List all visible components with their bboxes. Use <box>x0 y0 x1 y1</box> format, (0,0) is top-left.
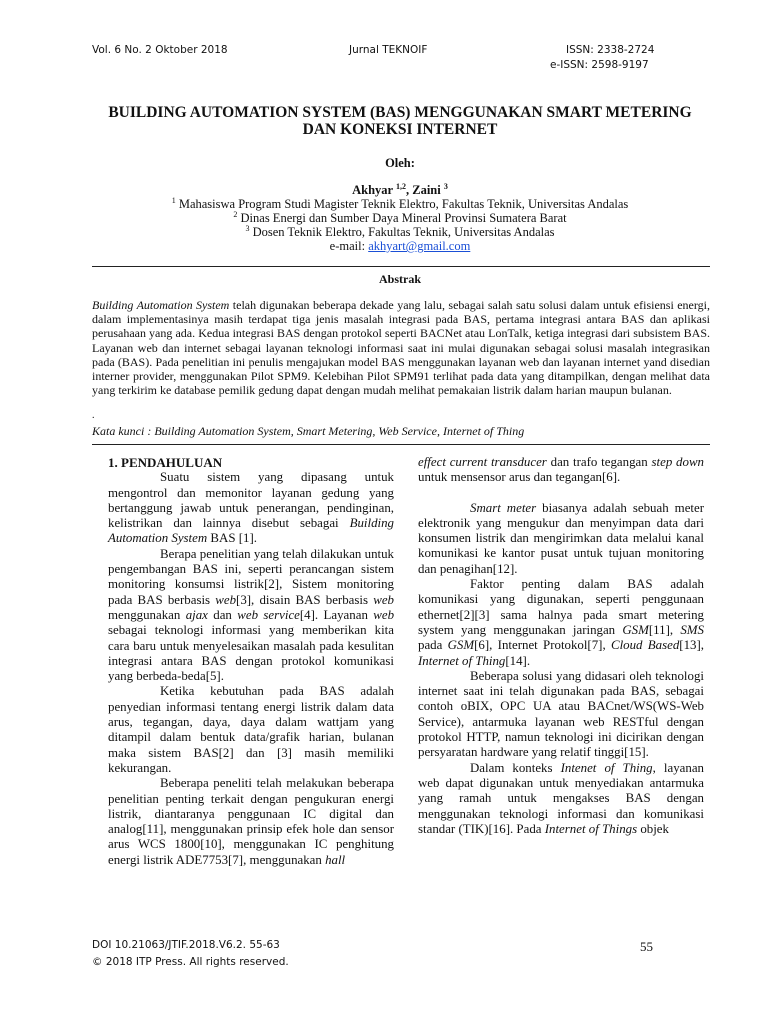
text-run: dan <box>207 607 238 622</box>
section-heading: 1. PENDAHULUAN <box>108 455 223 470</box>
affiliation-3-text: Dosen Teknik Elektro, Fakultas Teknik, Universitas Andalas <box>249 225 555 239</box>
affiliation-1 <box>90 197 710 211</box>
text-run: BAS [1]. <box>207 531 257 546</box>
text-run: Suatu sistem yang dipasang untuk mengontrol dan memonitor layanan gedung yang bertanggung jawab untuk penerangan, pendinginan, kelistrikan dan lainnya disebut sebagai <box>108 470 394 531</box>
left-paragraph-2 <box>108 547 394 685</box>
text-run: Cloud Based <box>610 638 680 653</box>
text-run: Internet of Things <box>544 821 638 836</box>
text-run: web <box>373 592 394 607</box>
paper-title <box>80 104 720 138</box>
text-run: Smart meter <box>470 500 537 515</box>
affiliation-2-sup: 2 <box>233 209 238 219</box>
text-run: GSM <box>447 638 475 653</box>
right-column <box>418 455 704 837</box>
authors <box>90 183 710 197</box>
affiliation-2-text: Dinas Energi dan Sumber Daya Mineral Provinsi Sumatera Barat <box>237 211 567 225</box>
text-run: [6], Internet Protokol[7], <box>474 638 611 653</box>
email-label: e-mail: <box>329 239 369 253</box>
text-run: biasanya adalah sebuah meter elektronik yang mengukur dan menyimpan data dari konsumen listrik dan mengirimkan data melalui kanal komunikasi ke kantor pusat untuk tujuan monitoring dan penagihan[12]. <box>418 500 705 576</box>
right-paragraph-2 <box>418 501 704 577</box>
journal-name: Jurnal TEKNOIF <box>349 44 428 56</box>
text-run: step down <box>651 455 704 469</box>
author-1-affil: 1,2 <box>396 181 406 191</box>
text-run: sebagai teknologi informasi yang memberikan kita cara baru untuk menyelesaikan masalah pada kesulitan integrasi antara BAS dengan protokol komunikasi yang berbeda-beda[5]. <box>108 623 394 684</box>
top-rule <box>92 266 710 267</box>
text-run: web <box>215 592 237 607</box>
title-line-2: DAN KONEKSI INTERNET <box>302 121 498 138</box>
text-run: Intenet of Thing <box>560 760 653 775</box>
keywords: Kata kunci : Building Automation System, Smart Metering, Web Service, Internet of Thing <box>92 424 525 438</box>
volume-info: Vol. 6 No. 2 Oktober 2018 <box>92 44 228 56</box>
text-run: ajax <box>185 607 208 622</box>
author-1: Akhyar <box>352 183 396 197</box>
copyright: © 2018 ITP Press. All rights reserved. <box>92 956 289 968</box>
abstract-lead: Building Automation System <box>92 298 230 312</box>
abstract-body <box>92 298 710 397</box>
eissn: e-ISSN: 2598-9197 <box>550 59 649 71</box>
text-run: [11], <box>648 622 681 637</box>
affiliation-2 <box>90 211 710 225</box>
email-link[interactable]: akhyart@gmail.com <box>368 239 471 253</box>
author-2: Zaini <box>412 183 444 197</box>
text-run: , layanan web dapat digunakan untuk menyediakan antarmuka yang ramah untuk mengakses BAS dengan menggunakan teknologi informasi dan komunikasi standar (TIK)[16]. Pada <box>418 760 704 836</box>
text-run: dan trafo tegangan <box>546 455 652 469</box>
footer <box>92 937 289 971</box>
affiliation-3-sup: 3 <box>245 223 250 233</box>
text-run: Berapa penelitian yang telah dilakukan untuk pengembangan BAS ini, seperti perancangan sistem monitoring konsumsi listrik[2], Sistem monitoring pada BAS berbasis <box>108 546 394 607</box>
right-paragraph-4: Beberapa solusi yang didasari oleh teknologi internet saat ini telah digunakan pada BAS, sebagai contoh oBIX, OPC UA atau BACnet/WS(WS-Web Service), antarmuka layanan web RESTful dengan protokol HTTP, namun teknologi ini dicirikan dengan persyaratan hardware yang relatif tinggi[15]. <box>418 668 704 760</box>
issn: ISSN: 2338-2724 <box>566 44 655 56</box>
text-run: menggunakan <box>108 607 186 622</box>
text-run: effect current transducer <box>418 455 547 469</box>
text-run: [13], <box>679 638 704 653</box>
author-sep: , <box>406 183 413 197</box>
text-run: GSM <box>622 622 649 637</box>
text-run: web service <box>237 607 300 622</box>
affiliation-1-sup: 1 <box>171 195 176 205</box>
text-run: Beberapa peneliti telah melakukan beberapa penelitian penting terkait dengan pengukuran energi listrik, diantaranya penggunaan IC digital dan analog[11], menggunakan prinsip efek hole dan sensor arus WCS 1800[10], menggunakan IC penghitung energi listrik ADE7753[7], menggunakan <box>108 776 394 867</box>
text-run: Internet of Thing <box>418 653 506 668</box>
text-run: objek <box>637 821 669 836</box>
text-run: pada <box>418 638 448 653</box>
keywords-dot: . <box>92 410 95 421</box>
abstract-heading: Abstrak <box>378 272 421 286</box>
page-number: 55 <box>640 939 653 954</box>
abstract-text: telah digunakan beberapa dekade yang lalu, sebagai salah satu solusi dalam untuk efisiensi energi, dalam implementasinya masih terdapat tiga jenis masalah integrasi pada BAS, pertama integrasi antara BAS dan aplikasi perusahaan yang ada. Kedua integrasi BAS dengan protokol seperti BACNet atau LonTalk, ketiga integrasi dari subsistem BAS. Layanan web dan internet sebagai layanan teknologi informasi saat ini mulai digunakan sebagai solusi masalah integrasikan pada (BAS). Pada penelitian ini penulis mengajukan model BAS menggunakan layanan web dan layanan internet yand disedian interner provider, menggunakan Pilot SPM9. Kelebihan Pilot SPM91 terlihat pada data yang ditampilkan, dengan melihat data yang terkirim ke database pemilik gedung dapat dengan mudah melihat pemakaian listrik dalam harian maupun bulanan. <box>92 298 710 398</box>
text-run: [14]. <box>505 653 531 668</box>
text-run: [4]. Layanan <box>299 607 374 622</box>
email-line <box>90 239 710 253</box>
by-label: Oleh: <box>385 156 415 170</box>
text-run: untuk mensensor arus dan tegangan[6]. <box>418 470 621 485</box>
left-paragraph-1 <box>108 470 394 546</box>
right-paragraph-5 <box>418 761 704 837</box>
affiliation-1-text: Mahasiswa Program Studi Magister Teknik Elektro, Fakultas Teknik, Universitas Andalas <box>175 197 629 211</box>
affiliation-3 <box>90 225 710 239</box>
author-2-affil: 3 <box>443 181 448 191</box>
left-paragraph-4 <box>108 776 394 868</box>
text-run: Building Automation System <box>108 516 394 546</box>
text-run: web <box>373 607 395 622</box>
text-run: Faktor penting dalam BAS adalah komunikasi yang digunakan, seperti penggunaan ethernet[2][3] sama halnya pada smart metering system yang menggunakan jaringan <box>418 577 704 637</box>
text-run: SMS <box>680 622 704 637</box>
right-paragraph-3 <box>418 577 704 669</box>
doi: DOI 10.21063/JTIF.2018.V6.2. 55-63 <box>92 939 280 951</box>
title-line-1: BUILDING AUTOMATION SYSTEM (BAS) MENGGUNAKAN SMART METERING <box>108 104 692 121</box>
left-paragraph-3: Ketika kebutuhan pada BAS adalah penyedian informasi tentang energi listrik dalam data arus, tegangan, daya, daya dalam wattjam yang ditampil dalam bentuk data/grafik harian, bulanan maka sistem BAS[2] dan [3] masih memiliki kekurangan. <box>108 684 394 775</box>
bottom-rule <box>92 444 710 445</box>
left-column <box>108 455 394 868</box>
text-run: [3], disain BAS berbasis <box>236 592 374 607</box>
text-run: Dalam konteks <box>470 760 561 775</box>
right-paragraph-1 <box>418 455 704 486</box>
text-run: hall <box>325 852 346 867</box>
